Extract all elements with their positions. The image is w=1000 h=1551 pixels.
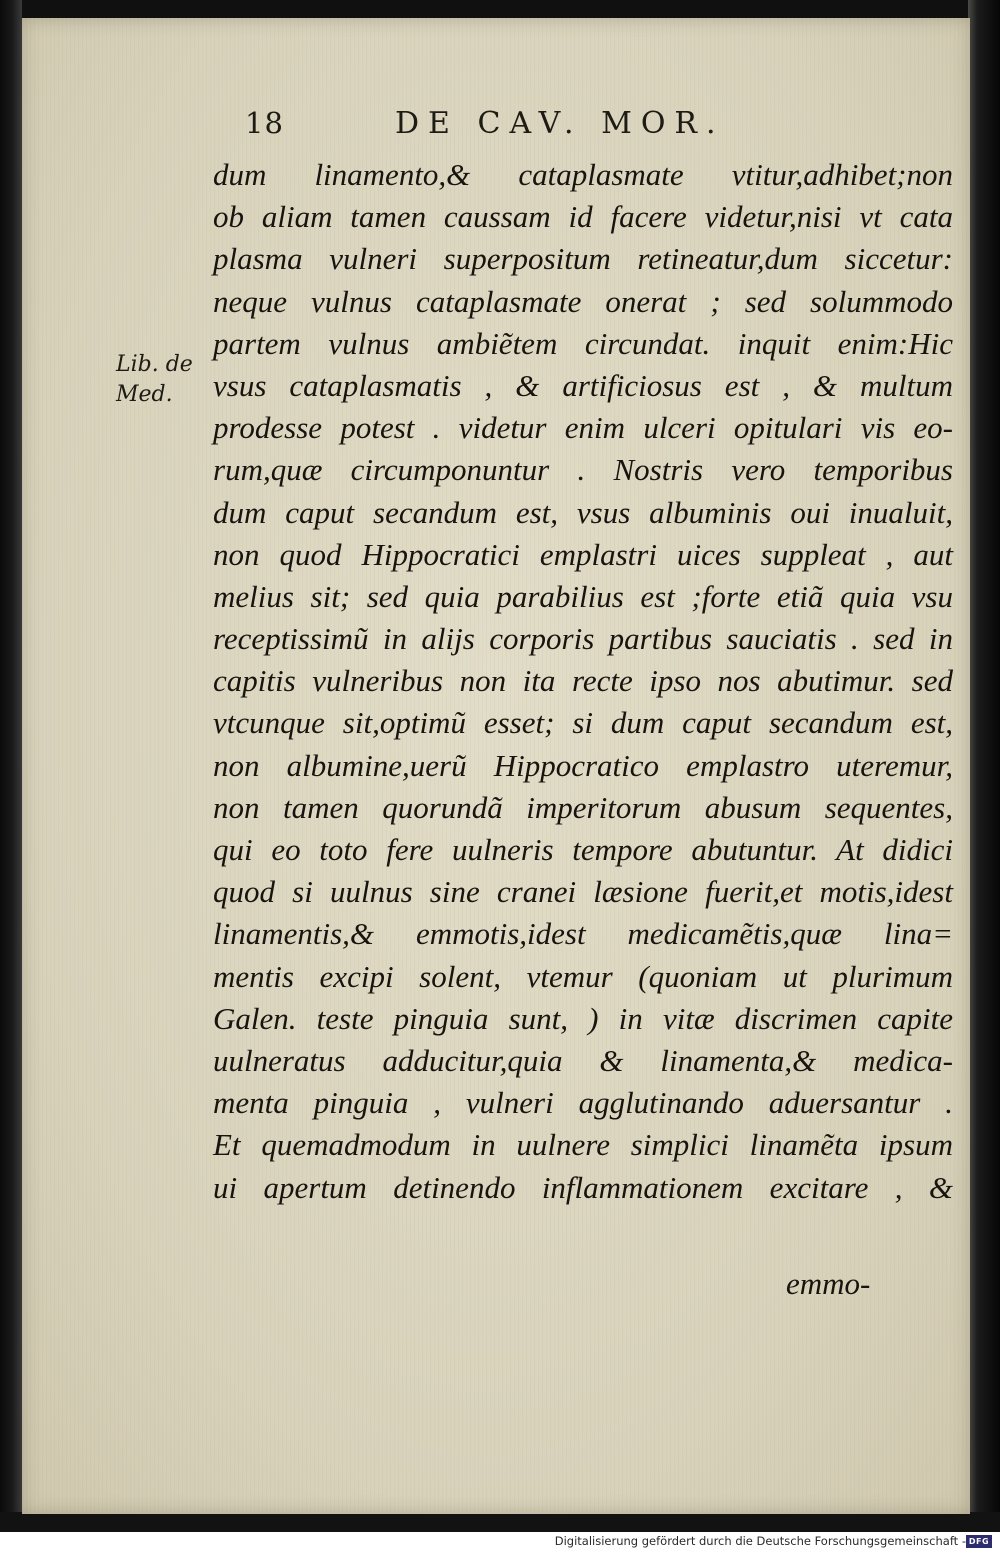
text-line: non quod Hippocratici emplastri uices suppleat , aut bbox=[213, 536, 953, 572]
text-line: ob aliam tamen caussam id facere videtur,nisi vt cata bbox=[213, 199, 953, 235]
text-line: dum caput secandum est, vsus albuminis oui inualuit, bbox=[213, 494, 953, 530]
marginal-note-line: Med. bbox=[116, 382, 173, 407]
running-head bbox=[245, 106, 805, 146]
text-line: menta pinguia , vulneri agglutinando aduersantur . bbox=[213, 1085, 953, 1121]
footer-bar bbox=[0, 1533, 1000, 1551]
marginal-note bbox=[116, 350, 216, 410]
page-number: 18 bbox=[245, 106, 284, 140]
text-line: melius sit; sed quia parabilius est ;forte etiã quia vsu bbox=[213, 578, 953, 614]
text-line: plasma vulneri superpositum retineatur,dum siccetur: bbox=[213, 241, 953, 277]
text-line: vsus cataplasmatis , & artificiosus est , & multum bbox=[213, 367, 953, 403]
text-line: capitis vulneribus non ita recte ipso nos abutimur. sed bbox=[213, 663, 953, 699]
book-edge-bottom bbox=[0, 1512, 1000, 1532]
text-line: Galen. teste pinguia sunt, ) in vitæ discrimen capite bbox=[213, 1000, 953, 1036]
text-line: prodesse potest . videtur enim ulceri opitulari vis eo- bbox=[213, 410, 953, 446]
digitization-credit: Digitalisierung gefördert durch die Deutsche Forschungsgemeinschaft - bbox=[554, 1534, 966, 1548]
running-title: DE CAV. MOR. bbox=[395, 106, 725, 141]
text-line: partem vulnus ambiẽtem circundat. inquit enim:Hic bbox=[213, 325, 953, 361]
book-edge-right bbox=[968, 0, 1000, 1530]
text-line: mentis excipi solent, vtemur (quoniam ut plurimum bbox=[213, 958, 953, 994]
text-line: linamentis,& emmotis,idest medicamẽtis,quæ lina= bbox=[213, 916, 953, 952]
marginal-note-line: Lib. de bbox=[116, 352, 193, 377]
body-text bbox=[213, 154, 953, 1209]
text-line: non albumine,uerũ Hippocratico emplastro uteremur, bbox=[213, 747, 953, 783]
book-edge-left bbox=[0, 0, 22, 1530]
text-line: rum,quæ circumponuntur . Nostris vero temporibus bbox=[213, 452, 953, 488]
text-line: non tamen quorundã imperitorum abusum sequentes, bbox=[213, 789, 953, 825]
text-line: Et quemadmodum in uulnere simplici linamẽta ipsum bbox=[213, 1127, 953, 1163]
dfg-logo-icon: DFG bbox=[966, 1535, 992, 1548]
text-line: receptissimũ in alijs corporis partibus sauciatis . sed in bbox=[213, 621, 953, 657]
text-line: dum linamento,& cataplasmate vtitur,adhibet;non bbox=[213, 157, 953, 192]
text-line: quod si uulnus sine cranei læsione fuerit,et motis,idest bbox=[213, 874, 953, 910]
text-line: qui eo toto fere uulneris tempore abutuntur. At didici bbox=[213, 832, 953, 867]
text-line: ui apertum detinendo inflammationem excitare , & bbox=[213, 1169, 953, 1205]
text-line: neque vulnus cataplasmate onerat ; sed solummodo bbox=[213, 283, 953, 319]
text-line: uulneratus adducitur,quia & linamenta,& medica- bbox=[213, 1042, 953, 1078]
book-edge-top bbox=[0, 0, 1000, 20]
text-line: vtcunque sit,optimũ esset; si dum caput secandum est, bbox=[213, 705, 953, 741]
catchword: emmo- bbox=[786, 1266, 871, 1301]
